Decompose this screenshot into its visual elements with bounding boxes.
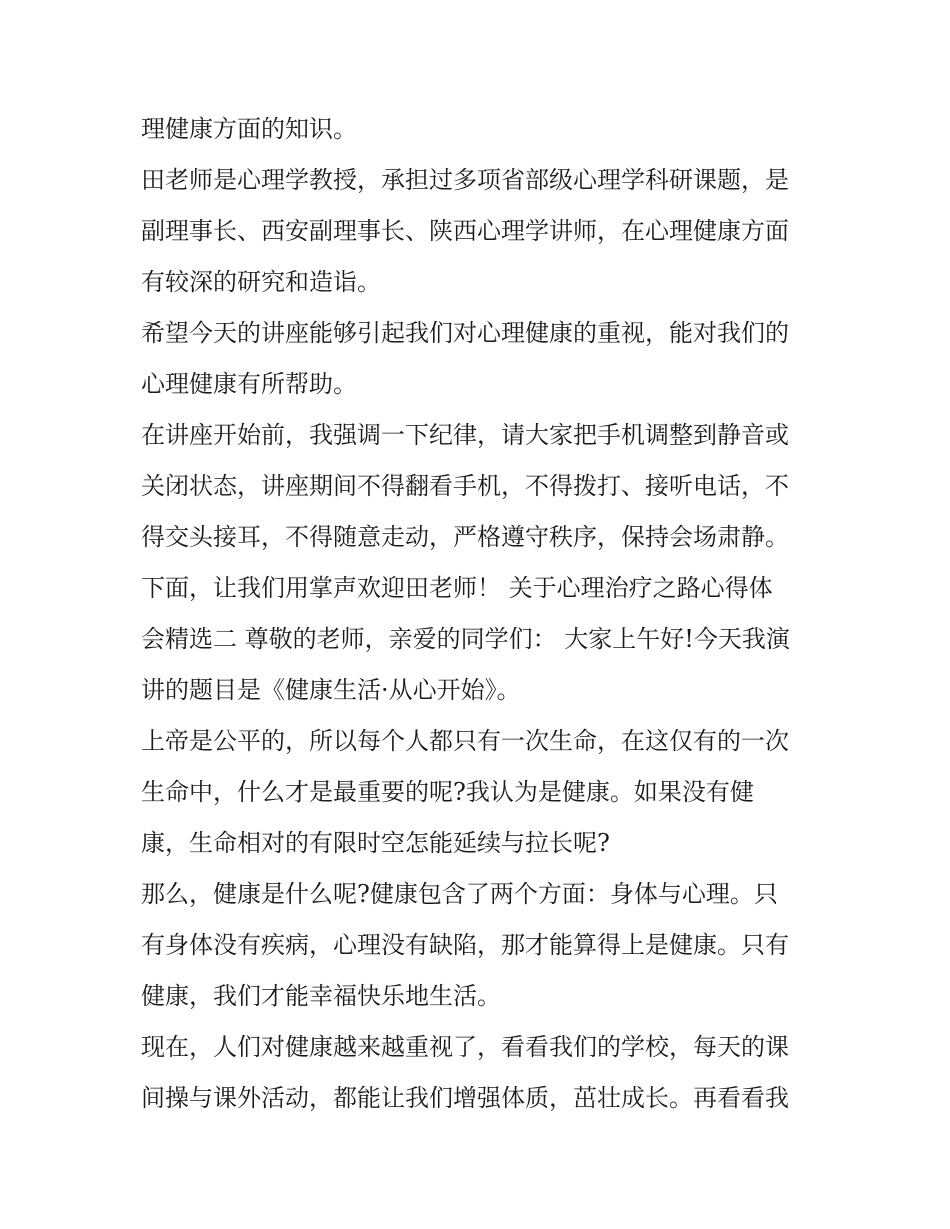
text-line: 生命中，什么才是最重要的呢?我认为是健康。如果没有健 [141, 778, 754, 806]
text-line: 心理健康有所帮助。 [141, 370, 357, 398]
text-line: 讲的题目是《健康生活·从心开始》。 [141, 676, 521, 704]
text-line: 关闭状态，讲座期间不得翻看手机，不得拨打、接听电话，不 [141, 472, 789, 500]
text-line: 希望今天的讲座能够引起我们对心理健康的重视，能对我们的 [141, 319, 789, 347]
text-line: 得交头接耳，不得随意走动，严格遵守秩序，保持会场肃静。 [141, 523, 789, 551]
text-line: 有身体没有疾病，心理没有缺陷，那才能算得上是健康。只有 [141, 931, 789, 959]
document-body [141, 104, 821, 1124]
text-line: 上帝是公平的，所以每个人都只有一次生命，在这仅有的一次 [141, 727, 789, 755]
text-line: 在讲座开始前，我强调一下纪律，请大家把手机调整到静音或 [141, 421, 789, 449]
text-line: 现在，人们对健康越来越重视了，看看我们的学校，每天的课 [141, 1033, 789, 1061]
text-line: 健康，我们才能幸福快乐地生活。 [141, 982, 501, 1010]
text-line: 下面，让我们用掌声欢迎田老师！ 关于心理治疗之路心得体 [141, 574, 773, 602]
text-line: 那么，健康是什么呢?健康包含了两个方面：身体与心理。只 [141, 880, 778, 908]
text-line: 田老师是心理学教授，承担过多项省部级心理学科研课题，是 [141, 166, 789, 194]
text-line: 间操与课外活动，都能让我们增强体质，茁壮成长。再看看我 [141, 1084, 789, 1112]
text-line: 有较深的研究和造诣。 [141, 268, 381, 296]
text-line: 理健康方面的知识。 [141, 115, 357, 143]
text-line: 副理事长、西安副理事长、陕西心理学讲师，在心理健康方面 [141, 217, 789, 245]
text-line: 会精选二 尊敬的老师，亲爱的同学们： 大家上午好!今天我演 [141, 625, 790, 653]
text-line: 康，生命相对的有限时空怎能延续与拉长呢? [141, 829, 610, 857]
